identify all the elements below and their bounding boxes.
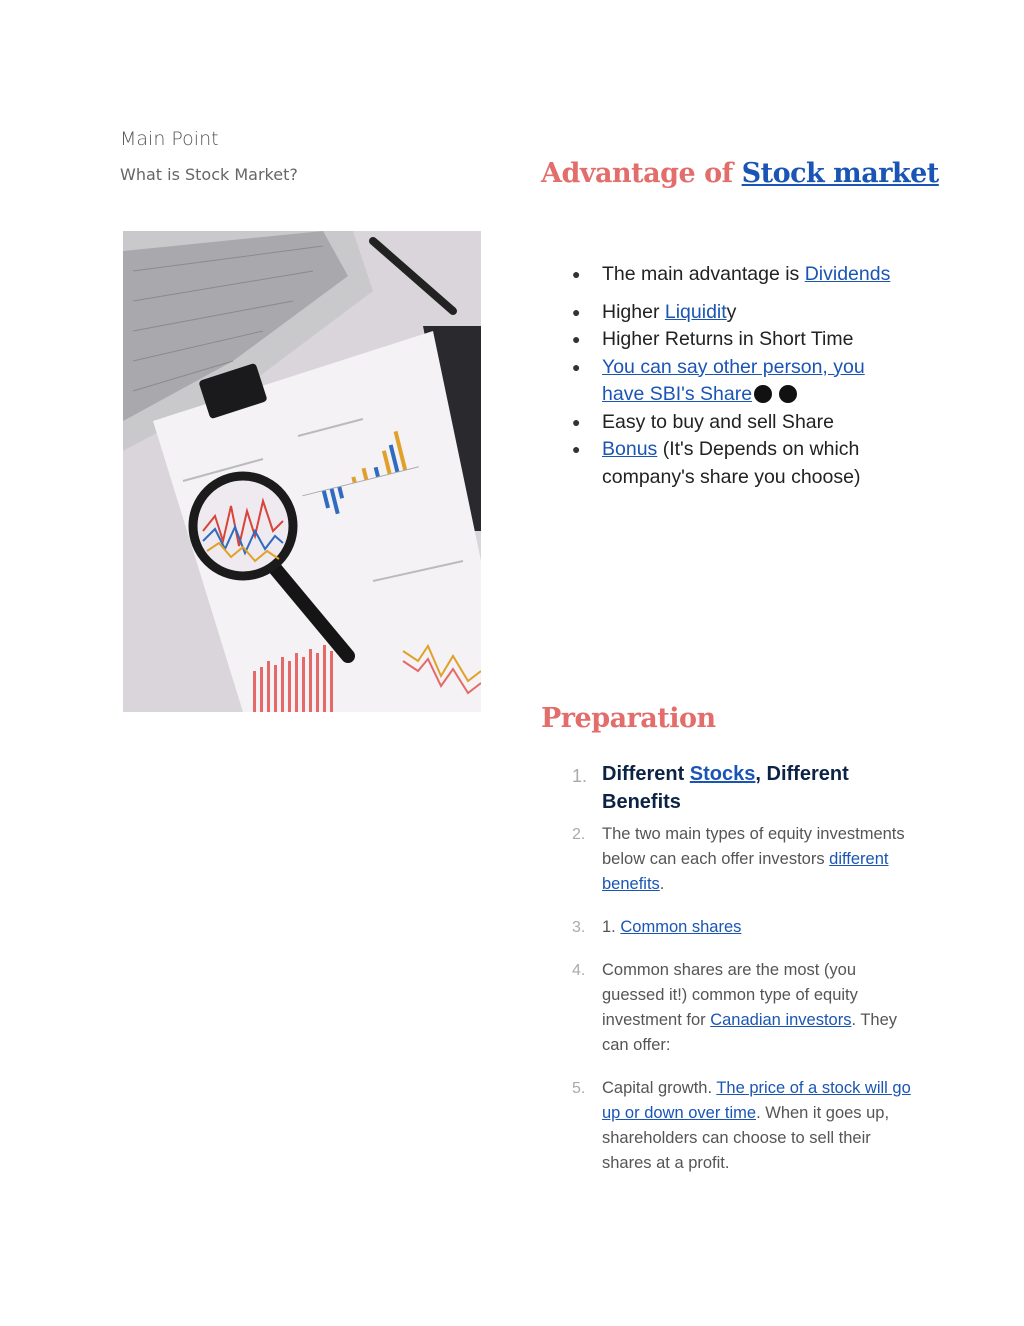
advantage-list (572, 261, 912, 491)
preparation-item-text: Capital growth. (602, 1079, 717, 1097)
advantage-item-text: The main advantage is (602, 263, 805, 285)
bullet-icon: ● (572, 413, 581, 430)
list-item (572, 760, 912, 816)
list-item (572, 958, 912, 1058)
preparation-item-text: 1. (602, 918, 621, 936)
list-item (572, 436, 912, 491)
preparation-item-text: . When it goes up, shareholders can choose to sell their shares at a profit. (602, 1104, 890, 1172)
liquidity-link[interactable]: Liquidit (664, 300, 727, 323)
stock-price-link[interactable]: The price of a stock will go up or down over time (602, 1079, 911, 1122)
stock-chart-photo (123, 231, 481, 712)
list-item (572, 822, 912, 897)
emoji-icon (779, 385, 797, 403)
preparation-item-text: . (659, 875, 665, 893)
different-benefits-link[interactable]: different benefits (602, 850, 889, 893)
list-item (572, 915, 912, 940)
canadian-investors-link[interactable]: Canadian investors (710, 1011, 852, 1029)
what-is-stock-market-label: What is Stock Market? (120, 165, 298, 184)
preparation-item-text: Different (602, 763, 690, 785)
advantage-item-text: Higher Returns in Short Time (602, 328, 854, 350)
preparation-item-text: The two main types of equity investments below can each offer investors (602, 825, 905, 868)
list-item (572, 299, 912, 327)
preparation-heading: Preparation (541, 703, 716, 734)
list-number: 5. (572, 1080, 586, 1097)
sbi-share-link[interactable]: You can say other person, you have SBI's Share (602, 355, 865, 405)
main-point-label: Main Point (120, 128, 219, 150)
dividends-link[interactable]: Dividends (804, 263, 891, 285)
preparation-item-text: . They can offer: (602, 1011, 898, 1054)
list-number: 1. (572, 766, 588, 786)
stocks-link[interactable]: Stocks (689, 763, 756, 785)
bullet-icon: ● (572, 358, 581, 375)
preparation-item-text: , Different Benefits (602, 763, 849, 813)
advantage-heading (541, 158, 939, 189)
preparation-list (572, 760, 912, 1194)
advantage-item-text: y (726, 300, 737, 323)
list-item (572, 326, 912, 354)
list-number: 3. (572, 919, 586, 936)
list-number: 4. (572, 962, 586, 979)
list-item (572, 1076, 912, 1176)
list-item (572, 354, 912, 409)
list-item (572, 409, 912, 437)
common-shares-link[interactable]: Common shares (620, 918, 742, 936)
advantage-item-text: Higher (602, 300, 665, 323)
advantage-heading-prefix: Advantage of (541, 158, 733, 189)
list-item (572, 261, 912, 289)
preparation-item-text: Common shares are the most (you guessed it!) common type of equity investment for (602, 961, 858, 1029)
stock-market-link[interactable]: Stock market (741, 158, 939, 189)
advantage-item-text: Easy to buy and sell Share (602, 410, 834, 433)
advantage-item-text: (It's Depends on which company's share you choose) (602, 438, 861, 488)
bullet-icon: ● (572, 266, 581, 282)
bullet-icon: ● (572, 303, 581, 320)
bullet-icon: ● (572, 331, 581, 347)
list-number: 2. (572, 826, 586, 843)
bullet-icon: ● (572, 441, 581, 457)
emoji-icon (754, 385, 772, 403)
bonus-link[interactable]: Bonus (602, 438, 658, 460)
